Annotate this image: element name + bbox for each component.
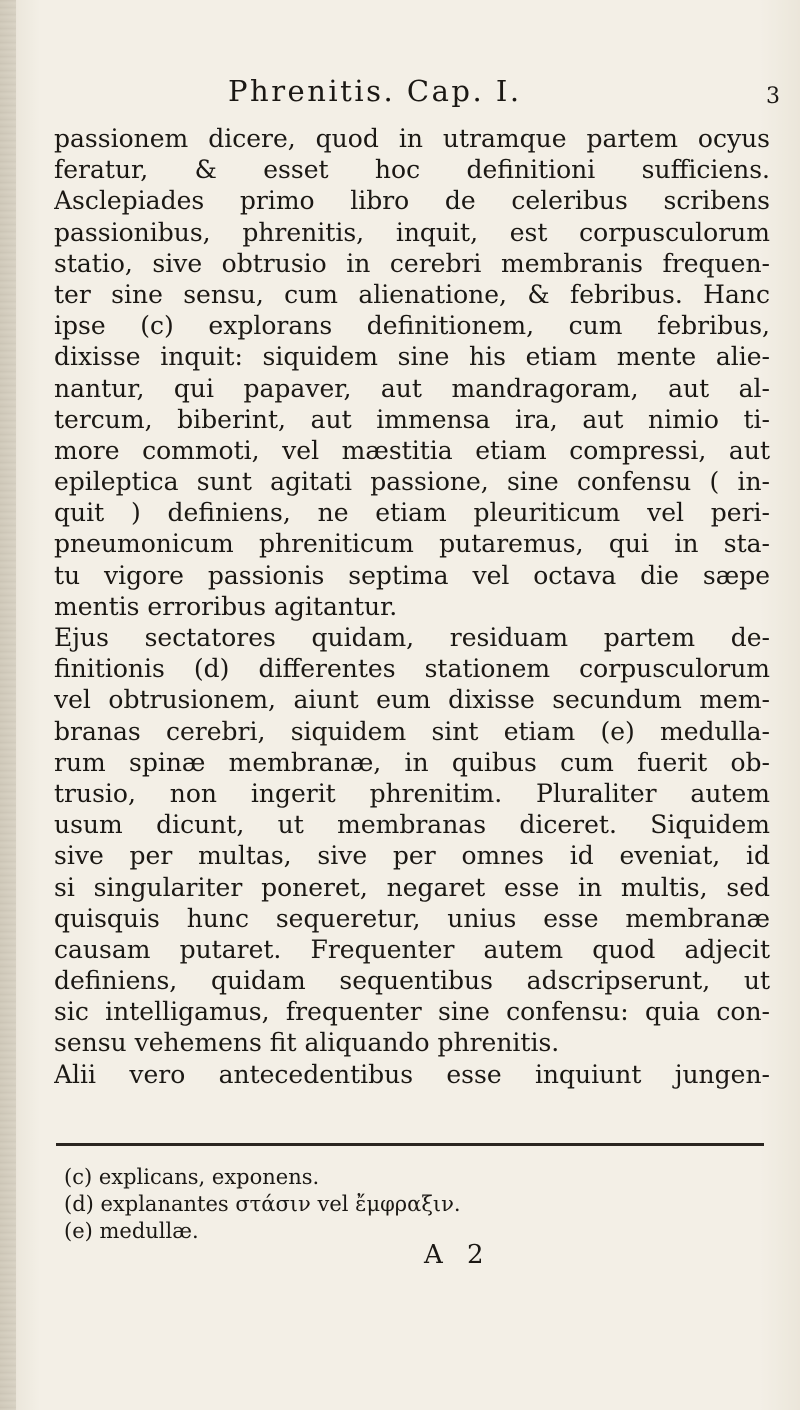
- text-line: pneumonicum phreniticum putaremus, qui in sta-: [54, 529, 770, 559]
- page-binding-shadow: [0, 0, 16, 1410]
- text-line: mentis erroribus agitantur.: [54, 591, 398, 621]
- text-line: tercum, biberint, aut immensa ira, aut nimio ti-: [54, 404, 770, 434]
- text-line: ter sine sensu, cum alienatione, & febribus. Hanc: [54, 279, 770, 309]
- text-line: trusio, non ingerit phrenitim. Pluraliter autem: [54, 778, 770, 808]
- text-line: more commoti, vel mæstitia etiam compressi, aut: [54, 435, 770, 465]
- text-line: usum dicunt, ut membranas diceret. Siquidem: [54, 810, 770, 840]
- main-text-block: [54, 123, 770, 1090]
- text-line: sive per multas, sive per omnes id eveniat, id: [54, 841, 770, 871]
- text-line: quisquis hunc sequeretur, unius esse membranæ: [54, 903, 770, 933]
- text-line: si singulariter poneret, negaret esse in multis, sed: [54, 872, 770, 902]
- footnote: (c) explicans, exponens.: [64, 1165, 320, 1189]
- text-line: branas cerebri, siquidem sint etiam (e) medulla-: [54, 716, 770, 746]
- text-line: passionibus, phrenitis, inquit, est corpusculorum: [54, 217, 770, 247]
- text-line: rum spinæ membranæ, in quibus cum fuerit ob-: [54, 747, 770, 777]
- text-line: passionem dicere, quod in utramque partem ocyus: [54, 124, 770, 153]
- text-line: causam putaret. Frequenter autem quod adjecit: [54, 934, 770, 964]
- footnote-rule: [56, 1143, 764, 1146]
- text-line: tu vigore passionis septima vel octava die sæpe: [54, 560, 770, 590]
- text-line: sic intelligamus, frequenter sine confensu: quia con-: [54, 997, 770, 1027]
- text-line: ipse (c) explorans definitionem, cum febribus,: [54, 311, 770, 341]
- text-line: quit ) definiens, ne etiam pleuriticum vel peri-: [54, 498, 770, 528]
- text-line: statio, sive obtrusio in cerebri membranis frequen-: [54, 248, 770, 278]
- text-line: Ejus sectatores quidam, residuam partem de-: [54, 623, 770, 652]
- text-line: epileptica sunt agitati passione, sine confensu ( in-: [54, 467, 770, 497]
- footnote: (e) medullæ.: [64, 1219, 199, 1243]
- text-line: dixisse inquit: siquidem sine his etiam mente alie-: [54, 342, 770, 372]
- text-line: nantur, qui papaver, aut mandragoram, aut al-: [54, 373, 770, 403]
- signature-mark: A 2: [424, 1240, 492, 1270]
- footnote: (d) explanantes στάσιν vel ἔμφραξιν.: [64, 1192, 461, 1216]
- page-number: 3: [766, 84, 780, 109]
- text-line: Alii vero antecedentibus esse inquiunt jungen-: [54, 1059, 770, 1089]
- text-line: finitionis (d) differentes stationem corpusculorum: [54, 654, 770, 684]
- text-line: vel obtrusionem, aiunt eum dixisse secundum mem-: [54, 685, 770, 715]
- text-line: feratur, & esset hoc definitioni sufficiens.: [54, 155, 770, 185]
- text-line: definiens, quidam sequentibus adscripserunt, ut: [54, 966, 770, 996]
- text-line: Asclepiades primo libro de celeribus scribens: [54, 186, 770, 216]
- footnotes: [64, 1164, 744, 1245]
- text-line: sensu vehemens fit aliquando phrenitis.: [54, 1028, 560, 1058]
- running-head: Phrenitis. Cap. I.: [228, 74, 522, 108]
